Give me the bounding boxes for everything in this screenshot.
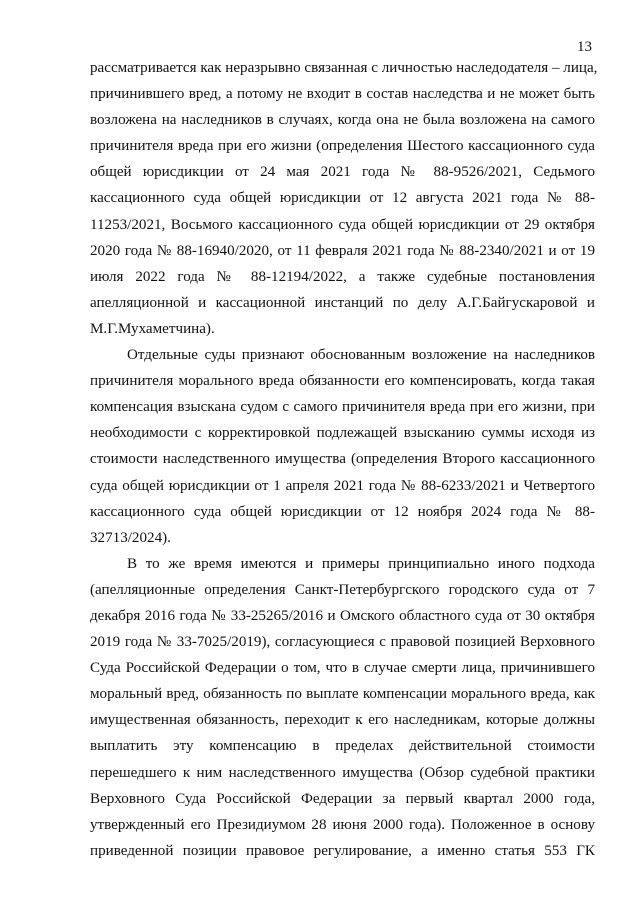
text-line: необходимости с корректировкой подлежащей взысканию суммы исходя из (90, 425, 595, 442)
text-line: стоимости наследственного имущества (определения Второго кассационного (90, 451, 595, 468)
document-body (90, 55, 598, 864)
text-line: 32713/2024). (90, 529, 171, 546)
paragraph (90, 342, 595, 551)
text-line: декабря 2016 года № 33-25265/2016 и Омского областного суда от 30 октября (90, 607, 595, 624)
text-line: причинителя вреда при его жизни (определения Шестого кассационного суда (90, 138, 595, 155)
text-line: приведенной позиции правовое регулирование, а именно статья 553 ГК (90, 842, 595, 859)
text-line: перешедшего к ним наследственного имущества (Обзор судебной практики (90, 764, 595, 781)
text-line: компенсация взыскана судом с самого причинителя вреда при его жизни, при (90, 399, 595, 416)
page-number: 13 (577, 39, 592, 55)
text-line: рассматривается как неразрывно связанная с личностью наследодателя – лица, (90, 60, 598, 76)
text-line: Отдельные суды признают обоснованным возложение на наследников (127, 347, 595, 364)
text-line: (апелляционные определения Санкт-Петербургского городского суда от 7 (90, 581, 595, 598)
text-line: 2020 года № 88-16940/2020, от 11 февраля 2021 года № 88-2340/2021 и от 19 (90, 242, 595, 259)
text-line: утвержденный его Президиумом 28 июня 2000 года). Положенное в основу (90, 816, 595, 833)
text-line: 11253/2021, Восьмого кассационного суда общей юрисдикции от 29 октября (90, 216, 595, 233)
text-line: кассационного суда общей юрисдикции от 12 августа 2021 года № 88- (90, 190, 595, 207)
text-line: кассационного суда общей юрисдикции от 12 ноября 2024 года № 88- (90, 503, 595, 520)
text-line: суда общей юрисдикции от 1 апреля 2021 года № 88-6233/2021 и Четвертого (90, 477, 595, 494)
text-line: причинившего вред, а потому не входит в состав наследства и не может быть (90, 86, 595, 103)
text-line: Верховного Суда Российской Федерации за первый квартал 2000 года, (90, 790, 595, 807)
text-line: В то же время имеются и примеры принципиально иного подхода (127, 555, 595, 572)
text-line: причинителя морального вреда обязанности его компенсировать, когда такая (90, 373, 595, 390)
text-line: июля 2022 года № 88-12194/2022, а также судебные постановления (90, 268, 595, 285)
text-line: Суда Российской Федерации о том, что в случае смерти лица, причинившего (90, 660, 595, 677)
text-line: 2019 года № 33-7025/2019), согласующиеся с правовой позицией Верховного (90, 634, 595, 651)
text-line: выплатить эту компенсацию в пределах действительной стоимости (90, 738, 595, 755)
text-line: возложена на наследников в случаях, когда она не была возложена на самого (90, 112, 595, 129)
text-line: имущественная обязанность, переходит к его наследникам, которые должны (90, 712, 595, 729)
text-line: апелляционной и кассационной инстанций по делу А.Г.Байгускаровой и (90, 294, 595, 311)
text-line: моральный вред, обязанность по выплате компенсации морального вреда, как (90, 686, 595, 703)
paragraph (90, 551, 595, 864)
paragraph (90, 55, 598, 342)
text-line: общей юрисдикции от 24 мая 2021 года № 88-9526/2021, Седьмого (90, 164, 595, 181)
text-line: М.Г.Мухаметчина). (90, 320, 215, 337)
